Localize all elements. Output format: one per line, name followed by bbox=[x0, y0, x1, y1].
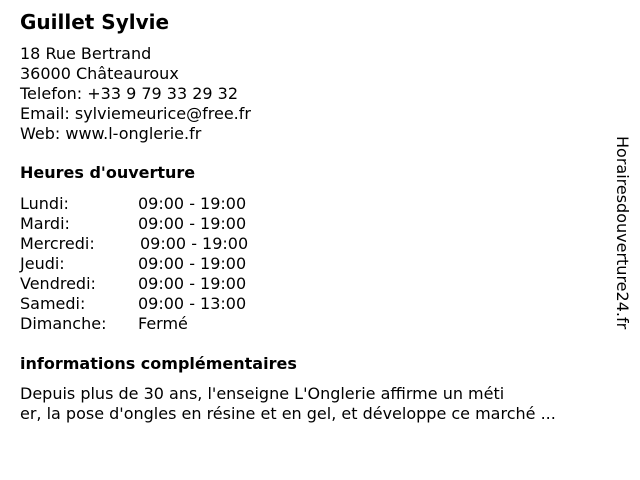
opening-hours-title: Heures d'ouverture bbox=[20, 163, 196, 182]
day-label: Vendredi: bbox=[20, 274, 96, 293]
day-label: Lundi: bbox=[20, 194, 69, 213]
hours-row-friday bbox=[20, 274, 320, 294]
hours-row-thursday bbox=[20, 254, 320, 274]
website-link[interactable]: Web: www.l-onglerie.fr bbox=[20, 124, 202, 143]
address-street: 18 Rue Bertrand bbox=[20, 44, 152, 63]
day-label: Mardi: bbox=[20, 214, 70, 233]
hours-row-wednesday bbox=[20, 234, 320, 254]
time-value: 09:00 - 13:00 bbox=[138, 294, 247, 313]
additional-info-text bbox=[20, 384, 556, 424]
hours-row-sunday bbox=[20, 314, 320, 334]
hours-row-saturday bbox=[20, 294, 320, 314]
time-value: 09:00 - 19:00 bbox=[138, 214, 247, 233]
hours-row-monday bbox=[20, 194, 320, 214]
day-label: Samedi: bbox=[20, 294, 86, 313]
email-address[interactable]: Email: sylviemeurice@free.fr bbox=[20, 104, 251, 123]
business-name: Guillet Sylvie bbox=[20, 10, 170, 34]
phone-number[interactable]: Telefon: +33 9 79 33 29 32 bbox=[20, 84, 239, 103]
day-label: Jeudi: bbox=[20, 254, 65, 273]
contact-block bbox=[20, 44, 251, 144]
time-value: Fermé bbox=[138, 314, 188, 333]
address-city: 36000 Châteauroux bbox=[20, 64, 179, 83]
time-value: 09:00 - 19:00 bbox=[140, 234, 249, 253]
additional-info-title: informations complémentaires bbox=[20, 354, 297, 373]
opening-hours-table bbox=[20, 194, 320, 334]
time-value: 09:00 - 19:00 bbox=[138, 274, 247, 293]
info-text-line: er, la pose d'ongles en résine et en gel, et développe ce marché ... bbox=[20, 404, 556, 423]
hours-row-tuesday bbox=[20, 214, 320, 234]
time-value: 09:00 - 19:00 bbox=[138, 194, 247, 213]
info-text-line: Depuis plus de 30 ans, l'enseigne L'Onglerie affirme un méti bbox=[20, 384, 505, 403]
day-label: Dimanche: bbox=[20, 314, 107, 333]
day-label: Mercredi: bbox=[20, 234, 95, 253]
site-brand-vertical: Horairesdouverture24.fr bbox=[613, 136, 632, 330]
time-value: 09:00 - 19:00 bbox=[138, 254, 247, 273]
